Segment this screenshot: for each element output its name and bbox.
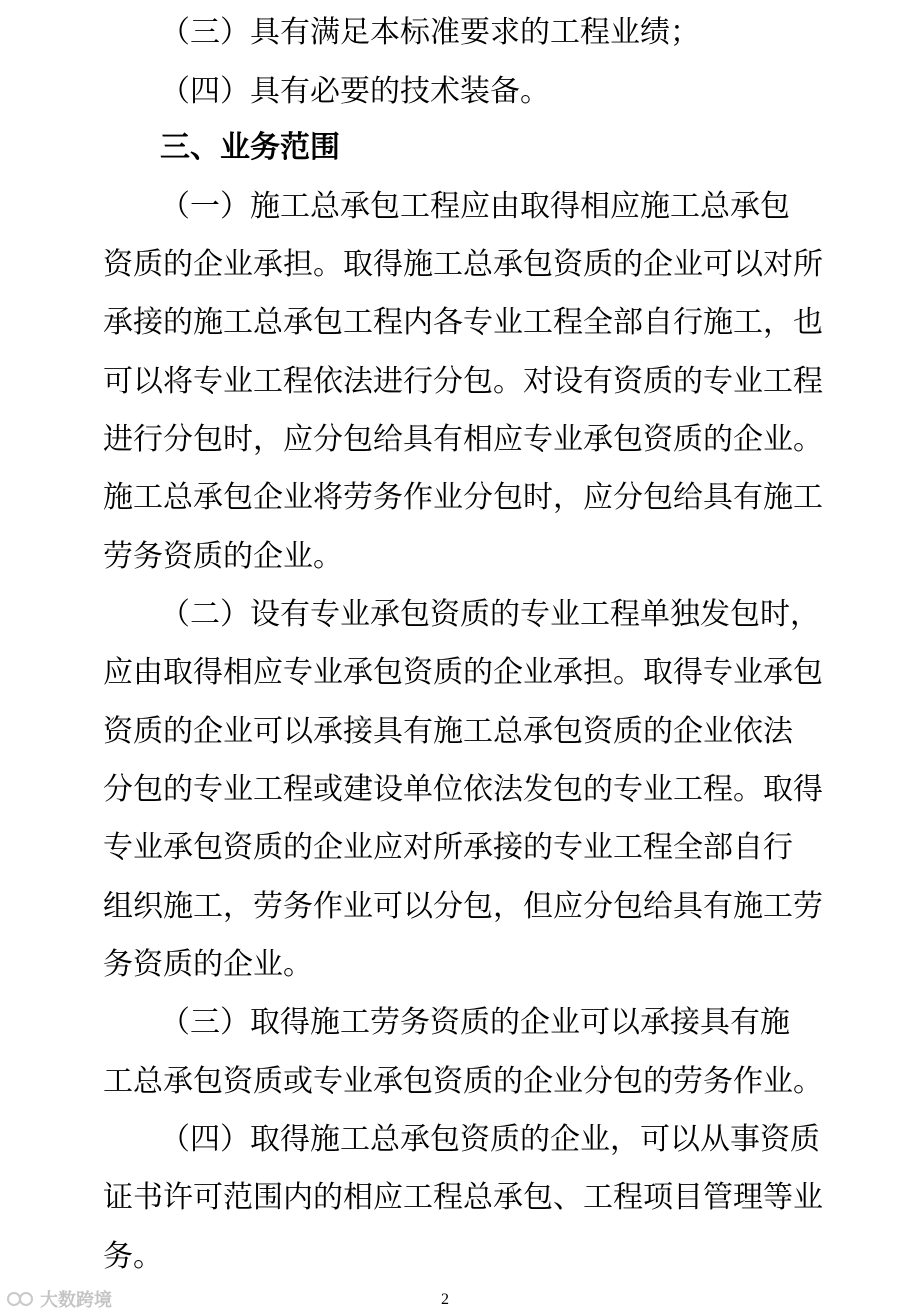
text-line: （三）具有满足本标准要求的工程业绩； <box>160 15 700 50</box>
text-line: 施工总承包企业将劳务作业分包时，应分包给具有施工 <box>103 480 823 515</box>
text-line: （二）设有专业承包资质的专业工程单独发包时， <box>160 597 820 632</box>
page-number: 2 <box>441 1291 449 1308</box>
watermark <box>6 1287 112 1311</box>
text-line: 承接的施工总承包工程内各专业工程全部自行施工，也 <box>103 305 823 340</box>
text-line: 工总承包资质或专业承包资质的企业分包的劳务作业。 <box>103 1064 823 1099</box>
text-line: 分包的专业工程或建设单位依法发包的专业工程。取得 <box>103 772 823 807</box>
text-line: 进行分包时，应分包给具有相应专业承包资质的企业。 <box>103 422 823 457</box>
text-line: 资质的企业承担。取得施工总承包资质的企业可以对所 <box>103 247 823 282</box>
text-line: 可以将专业工程依法进行分包。对设有资质的专业工程 <box>103 364 823 399</box>
text-line: 组织施工，劳务作业可以分包，但应分包给具有施工劳 <box>103 889 823 924</box>
watermark-logo-icon <box>6 1289 36 1309</box>
text-line: （三）取得施工劳务资质的企业可以承接具有施 <box>160 1005 790 1040</box>
section-heading: 三、业务范围 <box>160 130 340 165</box>
text-line: 应由取得相应专业承包资质的企业承担。取得专业承包 <box>103 655 823 690</box>
watermark-text: 大数跨境 <box>40 1290 112 1311</box>
text-line: 资质的企业可以承接具有施工总承包资质的企业依法 <box>103 714 793 749</box>
text-line: 务资质的企业。 <box>103 947 313 982</box>
text-line: （一）施工总承包工程应由取得相应施工总承包 <box>160 189 790 224</box>
text-line: 证书许可范围内的相应工程总承包、工程项目管理等业 <box>103 1180 823 1215</box>
text-line: 劳务资质的企业。 <box>103 539 343 574</box>
text-line: （四）取得施工总承包资质的企业，可以从事资质 <box>160 1122 820 1157</box>
text-line: 务。 <box>103 1239 163 1274</box>
text-line: （四）具有必要的技术装备。 <box>160 74 550 109</box>
text-line: 专业承包资质的企业应对所承接的专业工程全部自行 <box>103 830 793 865</box>
